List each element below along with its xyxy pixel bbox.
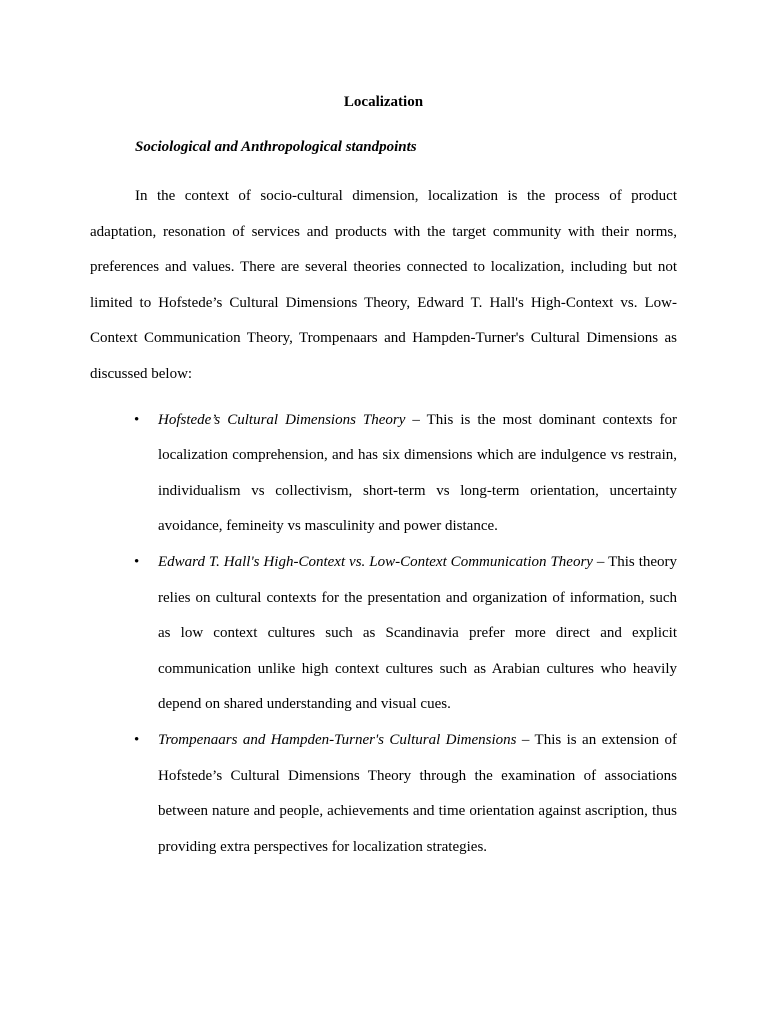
bullet-icon: • — [134, 553, 140, 570]
intro-paragraph: In the context of socio-cultural dimension, localization is the process of product adaptation, resonation of services and products with the target community with their norms, preferences and values. There are several theories connected to localization, including but not limited to Hofstede’s Cultural Dimensions Theory, Edward T. Hall's High-Context vs. Low-Context Communication Theory, Trompenaars and Hampden-Turner's Cultural Dimensions as discussed below: — [90, 188, 677, 382]
theory-list — [90, 403, 677, 866]
section-heading: Sociological and Anthropological standpoints — [135, 139, 417, 155]
document-title: Localization — [343, 94, 424, 110]
theory-description: – This theory relies on cultural contexts for the presentation and organization of information, such as low context cultures such as Scandinavia prefer more direct and explicit communication unlike high context cultures such as Arabian cultures who heavily depend on shared understanding and visual cues. — [158, 553, 678, 713]
list-item — [90, 723, 677, 865]
theory-description: – This is the most dominant contexts for localization comprehension, and has six dimensions which are indulgence vs restrain, individualism vs collectivism, short-term vs long-term orientation, uncertainty avoidance, femineity vs masculinity and power distance. — [158, 411, 677, 535]
bullet-icon: • — [134, 411, 140, 428]
theory-description: – This is an extension of Hofstede’s Cultural Dimensions Theory through the examination of associations between nature and people, achievements and time orientation against ascription, thus providing extra perspectives for localization strategies. — [158, 731, 677, 855]
theory-term: Hofstede’s Cultural Dimensions Theory — [158, 411, 406, 428]
theory-term: Trompenaars and Hampden-Turner's Cultural Dimensions — [158, 731, 517, 748]
theory-term: Edward T. Hall's High-Context vs. Low-Context Communication Theory — [158, 553, 593, 570]
bullet-icon: • — [134, 731, 140, 748]
list-item — [90, 403, 677, 545]
list-item — [90, 545, 677, 723]
document-page — [90, 88, 677, 865]
